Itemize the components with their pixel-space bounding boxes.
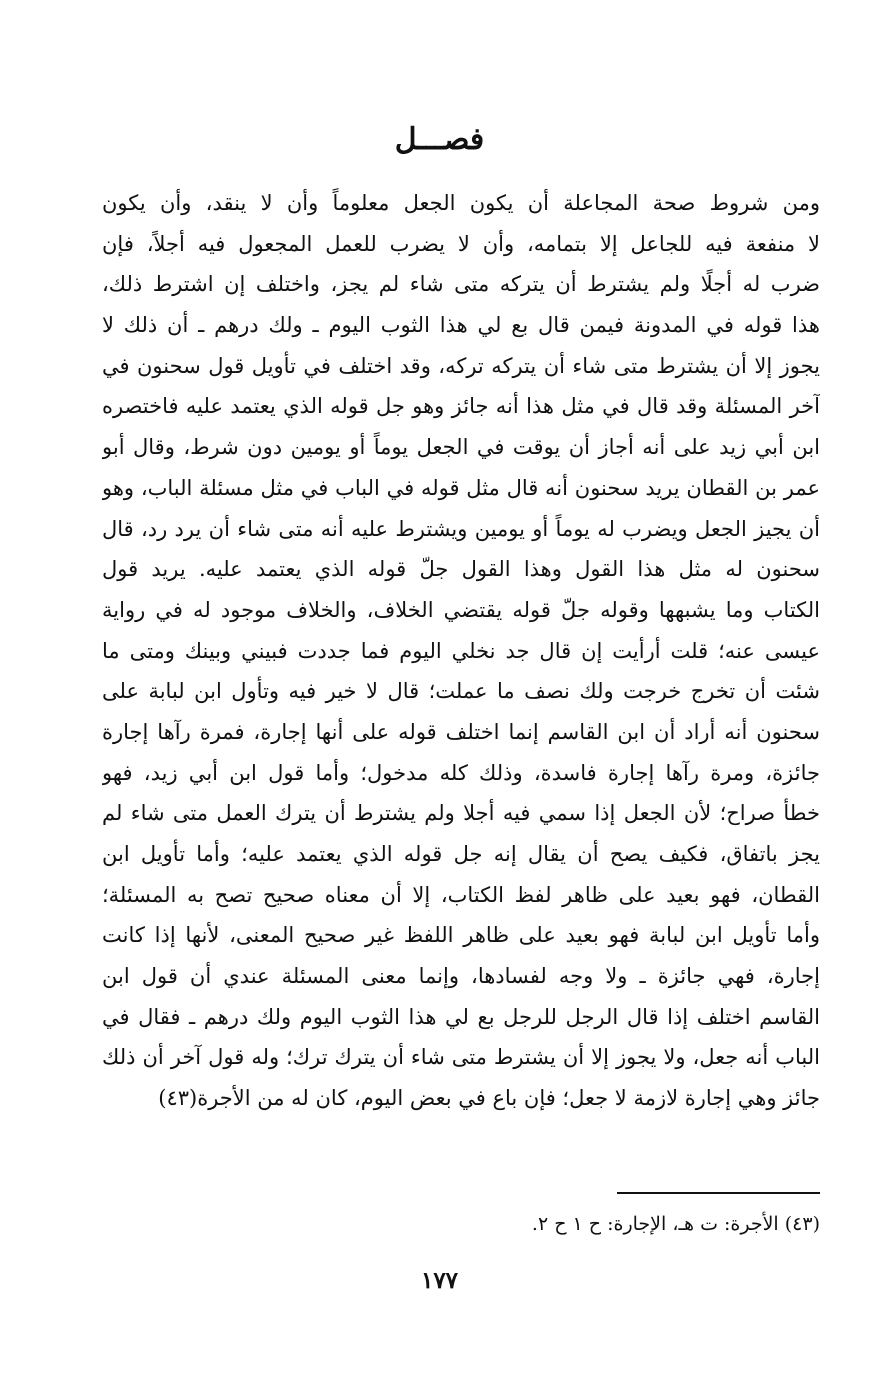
page-number: ١٧٧ (420, 1267, 459, 1294)
body-line: وأما تأويل ابن لبابة فهو بعيد على ظاهر اللفظ غير صحيح المعنى، لأنها إذا كانت (102, 923, 820, 948)
body-line: القاسم اختلف إذا قال الرجل للرجل بع لي هذا الثوب اليوم ولك درهم ـ فقال في (102, 1004, 820, 1029)
body-line: يجز باتفاق، فكيف يصح أن يقال إنه جل قوله الذي يعتمد عليه؛ وأما تأويل ابن (102, 842, 820, 866)
body-line: أن يجيز الجعل ويضرب له يوماً أو يومين ويشترط عليه أنه متى شاء أن يرد رد، قال (102, 516, 820, 541)
body-line: آخر المسئلة وقد قال في مثل هذا أنه جائز وهو جل قوله الذي يعتمد عليه فاختصره (102, 394, 820, 419)
body-text (102, 183, 820, 1119)
body-line: الباب أنه جعل، ولا يجوز إلا أن يشترط متى شاء أن يترك ترك؛ وله قول آخر أن ذلك (102, 1045, 820, 1070)
body-line: عيسى عنه؛ قلت أرأيت إن قال جد نخلي اليوم فما جددت فبيني وبينك ومتى ما (102, 638, 820, 663)
body-line: القطان، فهو بعيد على ظاهر لفظ الكتاب، إلا أن معناه صحيح تصح به المسئلة؛ (102, 882, 820, 907)
section-heading: فصـــل (394, 122, 485, 157)
body-line: هذا قوله في المدونة فيمن قال بع لي هذا الثوب اليوم ـ ولك درهم ـ أن ذلك لا (102, 313, 820, 338)
body-line: خطأ صراح؛ لأن الجعل إذا سمي فيه أجلا ولم يشترط أن يترك العمل متى شاء لم (102, 801, 820, 826)
body-line: سحنون له مثل هذا القول وهذا القول جلّ قوله الذي يعتمد عليه. يريد قول (102, 557, 820, 582)
footnote-divider (617, 1192, 820, 1194)
body-line: ابن أبي زيد على أنه أجاز أن يوقت في الجعل يوماً أو يومين دون شرط، وقال أبو (102, 435, 820, 460)
footnote: (٤٣) الأجرة: ت هـ، الإجارة: ح ١ ح ٢. (531, 1213, 820, 1235)
body-line: عمر بن القطان يريد سحنون أنه قال مثل قوله في الباب في مثل مسئلة الباب، وهو (102, 475, 820, 500)
body-line: ضرب له أجلًا ولم يشترط أن يتركه متى شاء لم يجز، واختلف إن اشترط ذلك، (102, 272, 820, 297)
body-line: لا منفعة فيه للجاعل إلا بتمامه، وأن لا يضرب للعمل المجعول فيه أجلاً، فإن (102, 231, 820, 256)
body-line: يجوز إلا أن يشترط متى شاء أن يتركه تركه، وقد اختلف في تأويل قول سحنون في (102, 353, 820, 378)
body-line: إجارة، فهي جائزة ـ ولا وجه لفسادها، وإنما معنى المسئلة عندي أن قول ابن (102, 964, 820, 989)
body-line: الكتاب وما يشبهها وقوله جلّ قوله يقتضي الخلاف، والخلاف موجود له في رواية (102, 597, 820, 622)
body-line: ومن شروط صحة المجاعلة أن يكون الجعل معلوماً وأن لا ينقد، وأن يكون (102, 191, 820, 215)
body-line: جائزة، ومرة رآها إجارة فاسدة، وذلك كله مدخول؛ وأما قول ابن أبي زيد، فهو (102, 760, 820, 785)
body-line: سحنون أنه أراد أن ابن القاسم إنما اختلف قوله على أنها إجارة، فمرة رآها إجارة (102, 719, 820, 744)
body-line: شئت أن تخرج خرجت ولك نصف ما عملت؛ قال لا خير فيه وتأول ابن لبابة على (102, 679, 820, 704)
body-line: جائز وهي إجارة لازمة لا جعل؛ فإن باع في بعض اليوم، كان له من الأجرة(٤٣) (158, 1086, 820, 1111)
